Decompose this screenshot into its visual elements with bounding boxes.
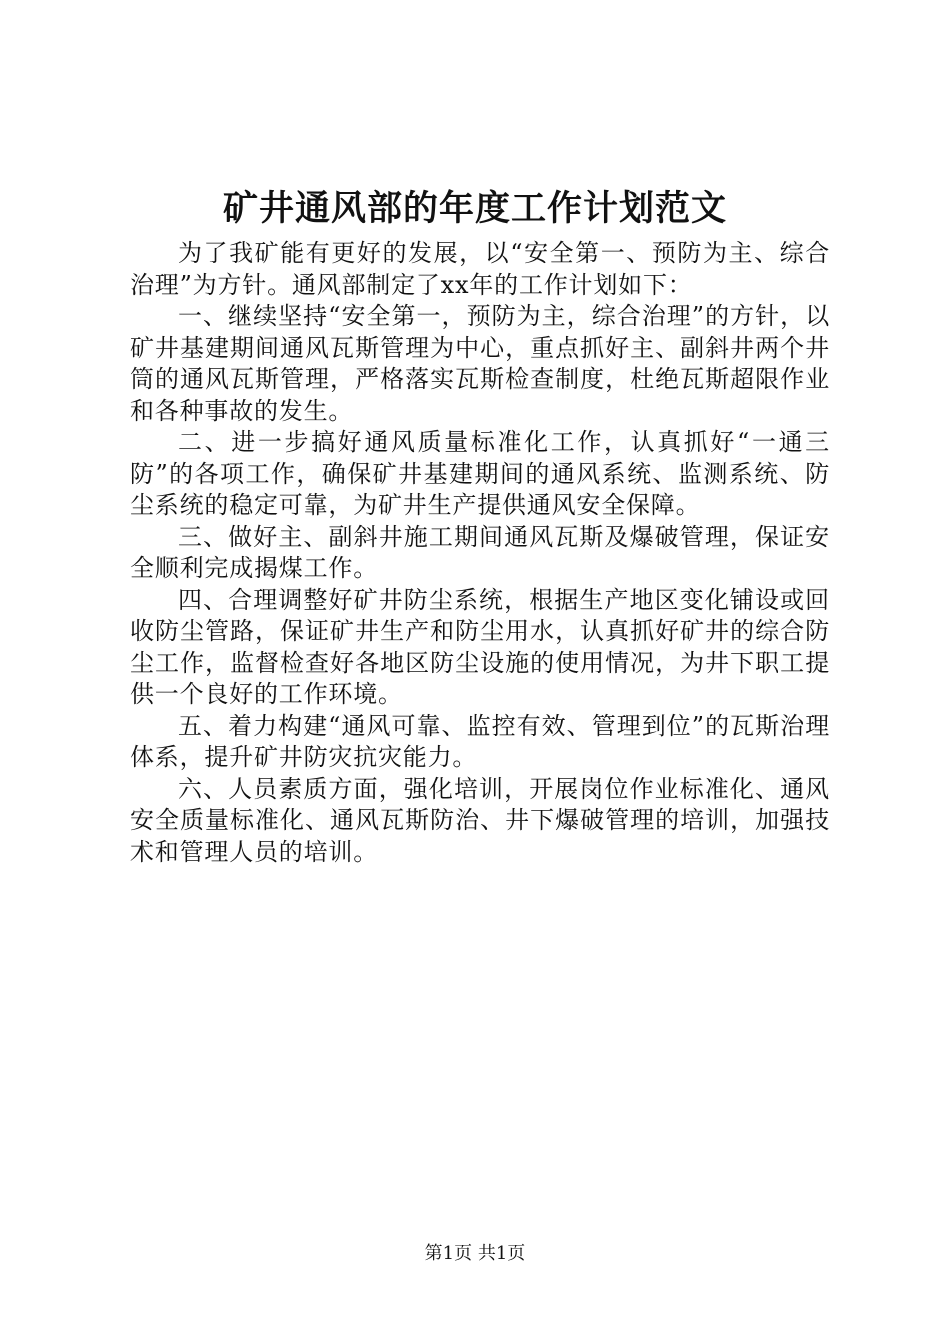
paragraph-item-3: 三、做好主、副斜井施工期间通风瓦斯及爆破管理，保证安全顺利完成揭煤工作。 bbox=[130, 522, 830, 582]
paragraph-item-1: 一、继续坚持“安全第一，预防为主，综合治理”的方针，以矿井基建期间通风瓦斯管理为中心，重点抓好主、副斜井两个井筒的通风瓦斯管理，严格落实瓦斯检查制度，杜绝瓦斯超限作业和各种事故的发生。 bbox=[130, 302, 830, 425]
document-body bbox=[130, 238, 830, 868]
paragraph-intro: 为了我矿能有更好的发展，以“安全第一、预防为主、综合治理”为方针。通风部制定了xx年的工作计划如下： bbox=[130, 239, 830, 299]
paragraph-item-4: 四、合理调整好矿井防尘系统，根据生产地区变化铺设或回收防尘管路，保证矿井生产和防尘用水，认真抓好矿井的综合防尘工作，监督检查好各地区防尘设施的使用情况，为井下职工提供一个良好的工作环境。 bbox=[130, 585, 830, 708]
document-title: 矿井通风部的年度工作计划范文 bbox=[222, 188, 727, 229]
paragraph-item-2: 二、进一步搞好通风质量标准化工作，认真抓好“一通三防”的各项工作，确保矿井基建期间的通风系统、监测系统、防尘系统的稳定可靠，为矿井生产提供通风安全保障。 bbox=[130, 428, 830, 519]
paragraph-item-6: 六、人员素质方面，强化培训，开展岗位作业标准化、通风安全质量标准化、通风瓦斯防治、井下爆破管理的培训，加强技术和管理人员的培训。 bbox=[130, 774, 830, 866]
paragraph-item-5: 五、着力构建“通风可靠、监控有效、管理到位”的瓦斯治理体系，提升矿井防灾抗灾能力。 bbox=[130, 711, 830, 771]
page-footer: 第1页 共1页 bbox=[424, 1243, 526, 1264]
